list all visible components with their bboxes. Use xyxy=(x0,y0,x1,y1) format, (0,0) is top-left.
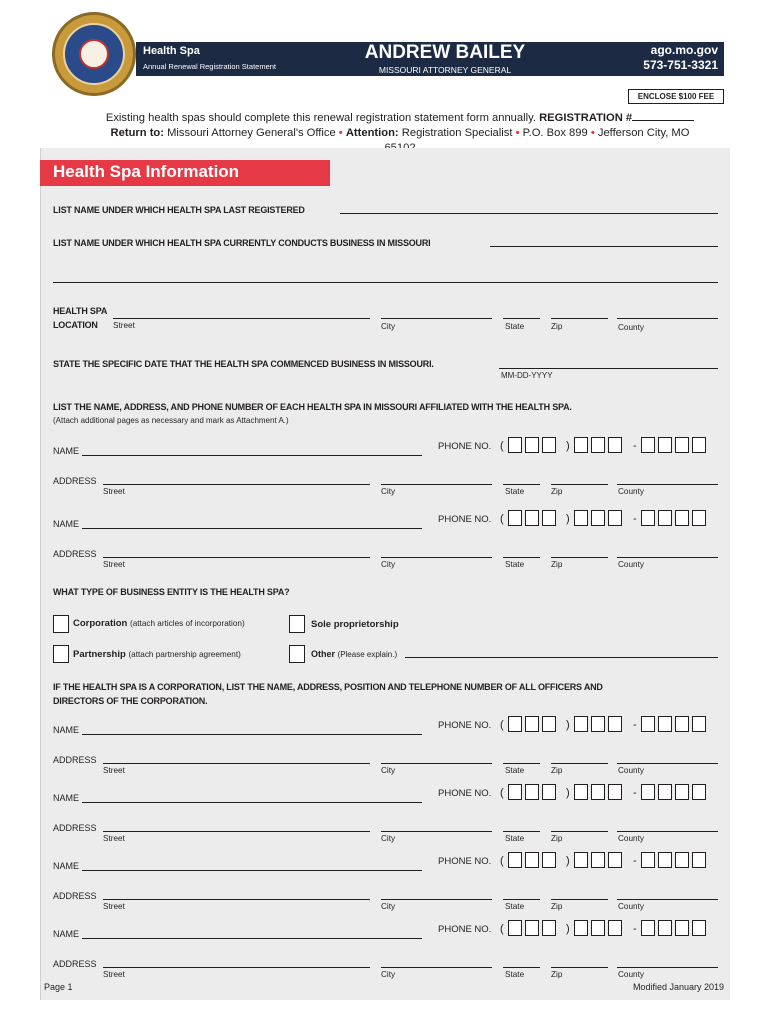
officer-phone-digit[interactable] xyxy=(608,716,622,732)
official-name: ANDREW BAILEY xyxy=(364,42,526,63)
county-caption: County xyxy=(618,834,644,843)
affiliated-phone-digit[interactable] xyxy=(525,437,539,453)
officer-county-field[interactable] xyxy=(617,831,718,832)
officer-zip-field[interactable] xyxy=(551,967,608,968)
officer-phone-digit[interactable] xyxy=(525,920,539,936)
other-note: (Please explain.) xyxy=(337,650,398,659)
page-number: Page 1 xyxy=(44,982,73,992)
affiliated-phone-digit[interactable] xyxy=(591,510,605,526)
affiliated-phone-digit[interactable] xyxy=(641,510,655,526)
city-caption: City xyxy=(381,766,396,775)
officer-phone-digit[interactable] xyxy=(508,784,522,800)
officer-phone-digit[interactable] xyxy=(508,716,522,732)
officer-zip-field[interactable] xyxy=(551,899,608,900)
affiliated-label: LIST THE NAME, ADDRESS, AND PHONE NUMBER OF EACH HEALTH SPA IN MISSOURI AFFILIATED WITH THE HEALTH SPA. xyxy=(53,402,572,412)
officer-phone-digit[interactable] xyxy=(641,852,655,868)
return-value: Missouri Attorney General's Office xyxy=(167,127,336,139)
current-name-label: LIST NAME UNDER WHICH HEALTH SPA CURRENTLY CONDUCTS BUSINESS IN MISSOURI xyxy=(53,238,431,248)
attention-value: Registration Specialist xyxy=(401,127,513,139)
officer-phone-digit[interactable] xyxy=(675,716,689,732)
affiliated-phone-digit[interactable] xyxy=(525,510,539,526)
phone-label: PHONE NO. xyxy=(438,720,492,731)
location-city-field[interactable] xyxy=(381,318,492,319)
last-registered-label: LIST NAME UNDER WHICH HEALTH SPA LAST REGISTERED xyxy=(53,205,305,215)
address-label: ADDRESS xyxy=(53,549,97,559)
zip-caption: Zip xyxy=(551,560,563,569)
partnership-label: Partnership xyxy=(73,649,126,660)
form-panel xyxy=(40,148,730,1000)
officer-phone-digit[interactable] xyxy=(508,920,522,936)
street-caption: Street xyxy=(103,487,125,496)
affiliated-zip-field[interactable] xyxy=(551,484,608,485)
affiliated-name-field[interactable] xyxy=(82,455,422,456)
officer-state-field[interactable] xyxy=(503,899,540,900)
phone-number: 573-751-3321 xyxy=(643,58,718,72)
phone-dash: - xyxy=(633,787,637,799)
phone-paren: ( xyxy=(500,440,504,452)
officer-phone-digit[interactable] xyxy=(525,784,539,800)
bullet: • xyxy=(515,127,520,139)
attention-label: Attention: xyxy=(345,127,399,139)
officer-phone-digit[interactable] xyxy=(591,716,605,732)
affiliated-phone-digit[interactable] xyxy=(542,437,556,453)
affiliated-phone-digit[interactable] xyxy=(675,437,689,453)
phone-paren: ) xyxy=(566,923,570,935)
officer-state-field[interactable] xyxy=(503,763,540,764)
officer-phone-digit[interactable] xyxy=(641,920,655,936)
affiliated-phone-digit[interactable] xyxy=(608,510,622,526)
zip-caption: Zip xyxy=(551,487,563,496)
phone-dash: - xyxy=(633,440,637,452)
return-label: Return to: xyxy=(110,127,164,139)
affiliated-phone-digit[interactable] xyxy=(574,510,588,526)
officer-phone-digit[interactable] xyxy=(508,852,522,868)
state-caption: State xyxy=(505,970,525,979)
street-caption: Street xyxy=(113,321,135,330)
officer-phone-digit[interactable] xyxy=(608,852,622,868)
affiliated-county-field[interactable] xyxy=(617,484,718,485)
officer-zip-field[interactable] xyxy=(551,831,608,832)
corporation-label: Corporation xyxy=(73,618,128,629)
phone-label: PHONE NO. xyxy=(438,441,492,452)
officer-street-field[interactable] xyxy=(103,831,370,832)
officer-phone-digit[interactable] xyxy=(658,920,672,936)
location-county-field[interactable] xyxy=(617,318,718,319)
street-caption: Street xyxy=(103,970,125,979)
county-caption: County xyxy=(618,560,644,569)
city-caption: City xyxy=(381,970,396,979)
zip-caption: Zip xyxy=(551,766,563,775)
name-label: NAME xyxy=(53,793,80,803)
address-label: ADDRESS xyxy=(53,959,97,969)
county-caption: County xyxy=(618,970,644,979)
bullet: • xyxy=(338,127,343,139)
date-format-caption: MM-DD-YYYY xyxy=(501,371,553,380)
partnership-option xyxy=(73,649,241,660)
affiliated-phone-digit[interactable] xyxy=(508,437,522,453)
phone-label: PHONE NO. xyxy=(438,514,492,525)
last-registered-field[interactable] xyxy=(340,213,718,214)
phone-paren: ) xyxy=(566,513,570,525)
phone-paren: ( xyxy=(500,719,504,731)
name-label: NAME xyxy=(53,519,80,529)
officer-state-field[interactable] xyxy=(503,967,540,968)
officer-phone-digit[interactable] xyxy=(574,784,588,800)
entity-question: WHAT TYPE OF BUSINESS ENTITY IS THE HEALTH SPA? xyxy=(53,587,290,597)
affiliated-phone-digit[interactable] xyxy=(591,437,605,453)
city-caption: City xyxy=(381,322,396,331)
officer-phone-digit[interactable] xyxy=(542,852,556,868)
officer-phone-digit[interactable] xyxy=(574,920,588,936)
state-caption: State xyxy=(505,487,525,496)
missouri-seal-icon xyxy=(52,12,136,96)
officer-zip-field[interactable] xyxy=(551,763,608,764)
location-zip-field[interactable] xyxy=(551,318,608,319)
commenced-date-field[interactable] xyxy=(499,368,718,369)
form-title: Annual Renewal Registration Statement xyxy=(143,62,276,71)
officers-label: DIRECTORS OF THE CORPORATION. xyxy=(53,696,208,706)
officer-name-field[interactable] xyxy=(82,802,422,803)
section-title: Health Spa Information xyxy=(53,162,240,181)
name-label: NAME xyxy=(53,929,80,939)
other-explain-field[interactable] xyxy=(405,657,718,658)
intro-line: Existing health spas should complete this renewal registration statement form annually. xyxy=(105,112,536,124)
phone-label: PHONE NO. xyxy=(438,924,492,935)
phone-paren: ) xyxy=(566,787,570,799)
affiliated-phone-digit[interactable] xyxy=(658,510,672,526)
county-caption: County xyxy=(618,902,644,911)
affiliated-state-field[interactable] xyxy=(503,557,540,558)
officer-phone-digit[interactable] xyxy=(692,920,706,936)
officer-street-field[interactable] xyxy=(103,899,370,900)
city-caption: City xyxy=(381,902,396,911)
city-caption: City xyxy=(381,560,396,569)
street-caption: Street xyxy=(103,834,125,843)
officer-phone-digit[interactable] xyxy=(591,784,605,800)
officer-phone-digit[interactable] xyxy=(692,852,706,868)
website: ago.mo.gov xyxy=(650,43,718,57)
county-caption: County xyxy=(618,323,644,332)
phone-label: PHONE NO. xyxy=(438,788,492,799)
phone-paren: ( xyxy=(500,513,504,525)
location-street-field[interactable] xyxy=(113,318,370,319)
officer-phone-digit[interactable] xyxy=(574,716,588,732)
phone-paren: ) xyxy=(566,440,570,452)
officer-city-field[interactable] xyxy=(381,831,492,832)
street-caption: Street xyxy=(103,766,125,775)
officer-phone-digit[interactable] xyxy=(692,784,706,800)
address-label: ADDRESS xyxy=(53,823,97,833)
commenced-label: STATE THE SPECIFIC DATE THAT THE HEALTH SPA COMMENCED BUSINESS IN MISSOURI. xyxy=(53,359,434,369)
affiliated-state-field[interactable] xyxy=(503,484,540,485)
officer-phone-digit[interactable] xyxy=(525,716,539,732)
registration-number-field[interactable] xyxy=(632,111,694,121)
officer-phone-digit[interactable] xyxy=(542,716,556,732)
affiliated-phone-digit[interactable] xyxy=(608,437,622,453)
street-caption: Street xyxy=(103,902,125,911)
officer-county-field[interactable] xyxy=(617,763,718,764)
officer-phone-digit[interactable] xyxy=(591,920,605,936)
affiliated-phone-digit[interactable] xyxy=(675,510,689,526)
officer-street-field[interactable] xyxy=(103,967,370,968)
officer-phone-digit[interactable] xyxy=(591,852,605,868)
affiliated-city-field[interactable] xyxy=(381,484,492,485)
affiliated-note: (Attach additional pages as necessary and mark as Attachment A.) xyxy=(53,416,289,425)
city-line: Jefferson City, MO xyxy=(597,127,690,139)
officer-name-field[interactable] xyxy=(82,938,422,939)
officer-phone-digit[interactable] xyxy=(658,784,672,800)
program-name: Health Spa xyxy=(143,45,200,57)
officer-name-field[interactable] xyxy=(82,870,422,871)
officer-phone-digit[interactable] xyxy=(608,784,622,800)
affiliated-phone-digit[interactable] xyxy=(508,510,522,526)
zip-caption: Zip xyxy=(551,902,563,911)
corporation-note: (attach articles of incorporation) xyxy=(130,619,245,628)
sole-proprietorship-checkbox[interactable] xyxy=(289,615,305,633)
partnership-checkbox[interactable] xyxy=(53,645,69,663)
officer-phone-digit[interactable] xyxy=(574,852,588,868)
name-label: NAME xyxy=(53,446,80,456)
affiliated-name-field[interactable] xyxy=(82,528,422,529)
location-state-field[interactable] xyxy=(503,318,540,319)
officer-phone-digit[interactable] xyxy=(675,920,689,936)
officer-phone-digit[interactable] xyxy=(658,852,672,868)
current-name-field[interactable] xyxy=(490,246,718,247)
zip-caption: Zip xyxy=(551,834,563,843)
address-label: ADDRESS xyxy=(53,755,97,765)
street-caption: Street xyxy=(103,560,125,569)
affiliated-zip-field[interactable] xyxy=(551,557,608,558)
address-label: ADDRESS xyxy=(53,476,97,486)
name-label: NAME xyxy=(53,725,80,735)
affiliated-phone-digit[interactable] xyxy=(658,437,672,453)
modified-date: Modified January 2019 xyxy=(632,982,724,992)
officer-phone-digit[interactable] xyxy=(675,852,689,868)
partnership-note: (attach partnership agreement) xyxy=(128,650,241,659)
other-checkbox[interactable] xyxy=(289,645,305,663)
state-caption: State xyxy=(505,560,525,569)
phone-paren: ( xyxy=(500,855,504,867)
zip-caption: Zip xyxy=(551,322,563,331)
affiliated-phone-digit[interactable] xyxy=(574,437,588,453)
state-caption: State xyxy=(505,766,525,775)
county-caption: County xyxy=(618,487,644,496)
officer-phone-digit[interactable] xyxy=(542,920,556,936)
official-title: MISSOURI ATTORNEY GENERAL xyxy=(378,65,512,75)
state-caption: State xyxy=(505,322,525,331)
po-box: P.O. Box 899 xyxy=(522,127,588,139)
registration-label: REGISTRATION # xyxy=(539,112,633,124)
affiliated-phone-digit[interactable] xyxy=(542,510,556,526)
officer-city-field[interactable] xyxy=(381,967,492,968)
phone-dash: - xyxy=(633,719,637,731)
location-label: LOCATION xyxy=(53,320,98,330)
officer-phone-digit[interactable] xyxy=(542,784,556,800)
other-label: Other xyxy=(311,649,336,659)
phone-paren: ( xyxy=(500,787,504,799)
state-caption: State xyxy=(505,834,525,843)
city-caption: City xyxy=(381,834,396,843)
phone-dash: - xyxy=(633,923,637,935)
phone-paren: ( xyxy=(500,923,504,935)
officers-label: IF THE HEALTH SPA IS A CORPORATION, LIST THE NAME, ADDRESS, POSITION AND TELEPHONE NUMBER OF ALL OFFICERS AND xyxy=(53,682,603,692)
officer-phone-digit[interactable] xyxy=(675,784,689,800)
affiliated-phone-digit[interactable] xyxy=(692,437,706,453)
zip-caption: Zip xyxy=(551,970,563,979)
current-name-field-line2[interactable] xyxy=(53,282,718,283)
officer-city-field[interactable] xyxy=(381,899,492,900)
other-option xyxy=(311,649,397,659)
address-label: ADDRESS xyxy=(53,891,97,901)
phone-label: PHONE NO. xyxy=(438,856,492,867)
affiliated-phone-digit[interactable] xyxy=(641,437,655,453)
phone-dash: - xyxy=(633,855,637,867)
officer-county-field[interactable] xyxy=(617,899,718,900)
officer-street-field[interactable] xyxy=(103,763,370,764)
officer-county-field[interactable] xyxy=(617,967,718,968)
corporation-option xyxy=(73,618,245,629)
officer-name-field[interactable] xyxy=(82,734,422,735)
affiliated-city-field[interactable] xyxy=(381,557,492,558)
state-caption: State xyxy=(505,902,525,911)
city-caption: City xyxy=(381,487,396,496)
bullet: • xyxy=(590,127,595,139)
corporation-checkbox[interactable] xyxy=(53,615,69,633)
officer-phone-digit[interactable] xyxy=(525,852,539,868)
affiliated-street-field[interactable] xyxy=(103,484,370,485)
officer-state-field[interactable] xyxy=(503,831,540,832)
phone-dash: - xyxy=(633,513,637,525)
fee-badge: ENCLOSE $100 FEE xyxy=(628,89,724,104)
affiliated-phone-digit[interactable] xyxy=(692,510,706,526)
phone-paren: ) xyxy=(566,719,570,731)
officer-city-field[interactable] xyxy=(381,763,492,764)
location-label: HEALTH SPA xyxy=(53,306,108,316)
sole-proprietorship-label: Sole proprietorship xyxy=(311,619,399,630)
name-label: NAME xyxy=(53,861,80,871)
phone-paren: ) xyxy=(566,855,570,867)
officer-phone-digit[interactable] xyxy=(692,716,706,732)
affiliated-county-field[interactable] xyxy=(617,557,718,558)
officer-phone-digit[interactable] xyxy=(641,716,655,732)
county-caption: County xyxy=(618,766,644,775)
officer-phone-digit[interactable] xyxy=(658,716,672,732)
officer-phone-digit[interactable] xyxy=(641,784,655,800)
affiliated-street-field[interactable] xyxy=(103,557,370,558)
officer-phone-digit[interactable] xyxy=(608,920,622,936)
